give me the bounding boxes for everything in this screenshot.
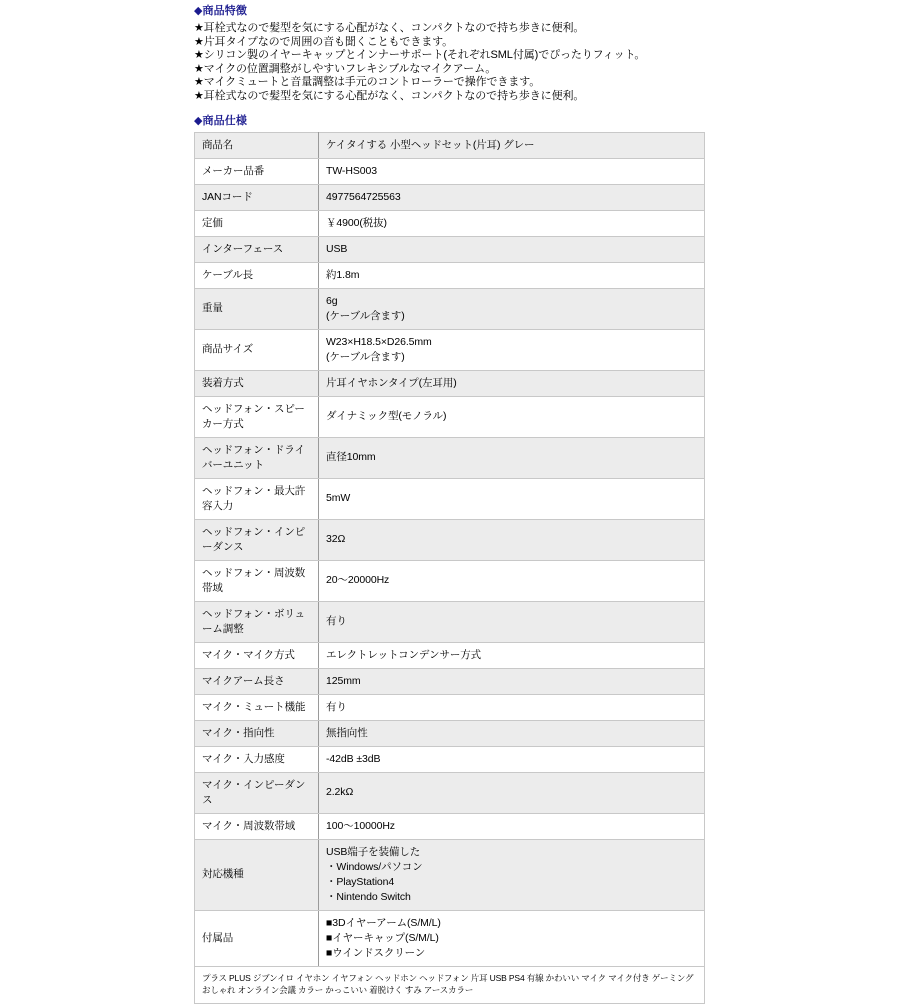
- spec-value-line: ・Nintendo Switch: [326, 890, 411, 903]
- spec-value-line: ■ウインドスクリーン: [326, 946, 426, 959]
- spec-section-heading: ◆商品仕様: [194, 114, 247, 127]
- spec-value-line: ケイタイする 小型ヘッドセット(片耳) グレー: [326, 138, 535, 151]
- spec-label-cell: ヘッドフォン・インピーダンス: [195, 519, 319, 560]
- feature-item: [194, 36, 706, 50]
- feature-item-text: マイクの位置調整がしやすいフレキシブルなマイクアーム。: [203, 62, 497, 75]
- table-row: [195, 668, 705, 694]
- features-section-heading: ◆商品特徴: [194, 5, 247, 17]
- star-icon: ★: [194, 22, 204, 34]
- table-row: [195, 560, 705, 601]
- spec-value-line: ・PlayStation4: [326, 875, 395, 888]
- spec-value-cell: [319, 329, 705, 370]
- table-row: [195, 132, 705, 158]
- spec-value-line: 約1.8m: [326, 268, 360, 281]
- spec-label-cell: 商品名: [195, 132, 319, 158]
- spec-value-line: ■イヤーキャップ(S/M/L): [326, 931, 439, 944]
- spec-value-cell: [319, 694, 705, 720]
- spec-label-cell: ヘッドフォン・ボリューム調整: [195, 601, 319, 642]
- star-icon: ★: [194, 89, 204, 102]
- feature-item-text: 片耳タイプなので周囲の音も聞くこともできます。: [203, 35, 454, 48]
- spec-value-line: 5mW: [326, 492, 351, 505]
- spec-label-cell: ヘッドフォン・スピーカー方式: [195, 396, 319, 437]
- spec-value-line: 有り: [326, 615, 347, 628]
- spec-label-cell: ケーブル長: [195, 262, 319, 288]
- spec-label-cell: メーカー品番: [195, 158, 319, 184]
- table-row: [195, 720, 705, 746]
- spec-label-cell: マイク・周波数帯域: [195, 813, 319, 839]
- spec-value-line: (ケーブル含ます): [326, 350, 405, 363]
- feature-item-text: シリコン製のイヤーキャップとインナーサポート(それぞれSML付属)でぴったりフィット。: [203, 49, 646, 62]
- spec-value-cell: [319, 519, 705, 560]
- spec-label-cell: ヘッドフォン・周波数帯域: [195, 560, 319, 601]
- spec-value-cell: [319, 210, 705, 236]
- feature-item: [194, 90, 706, 104]
- spec-value-cell: [319, 642, 705, 668]
- spec-value-cell: [319, 813, 705, 839]
- star-icon: ★: [194, 35, 204, 48]
- spec-value-cell: [319, 262, 705, 288]
- spec-value-line: 4977564725563: [326, 190, 401, 203]
- spec-label-cell: マイク・ミュート機能: [195, 694, 319, 720]
- spec-label-cell: マイクアーム長さ: [195, 668, 319, 694]
- features-list: [194, 22, 706, 104]
- spec-value-cell: [319, 746, 705, 772]
- spec-value-line: 100〜10000Hz: [326, 819, 395, 832]
- spec-value-line: 直径10mm: [326, 451, 376, 464]
- table-row: [195, 601, 705, 642]
- table-row: [195, 370, 705, 396]
- feature-item: [194, 63, 706, 77]
- spec-value-cell: [319, 478, 705, 519]
- spec-label-cell: 装着方式: [195, 370, 319, 396]
- star-icon: ★: [194, 49, 204, 62]
- spec-value-line: 6g: [326, 294, 338, 307]
- spec-label-cell: 付属品: [195, 910, 319, 966]
- spec-value-line: 有り: [326, 700, 347, 713]
- spec-label-cell: 定価: [195, 210, 319, 236]
- spec-value-cell: [319, 720, 705, 746]
- feature-item: [194, 49, 706, 63]
- table-row: [195, 813, 705, 839]
- table-row: [195, 519, 705, 560]
- spec-label-cell: マイク・マイク方式: [195, 642, 319, 668]
- spec-value-line: 片耳イヤホンタイプ(左耳用): [326, 376, 457, 389]
- table-row: [195, 329, 705, 370]
- star-icon: ★: [194, 62, 204, 75]
- table-row: [195, 262, 705, 288]
- table-row: [195, 772, 705, 813]
- table-row: [195, 396, 705, 437]
- spec-value-cell: [319, 288, 705, 329]
- table-row: [195, 839, 705, 910]
- spec-value-cell: [319, 158, 705, 184]
- spec-value-cell: [319, 370, 705, 396]
- spec-value-cell: [319, 236, 705, 262]
- spec-value-line: 無指向性: [326, 726, 368, 739]
- feature-item: [194, 76, 706, 90]
- spec-value-line: USB端子を装備した: [326, 845, 421, 858]
- table-row: [195, 694, 705, 720]
- keyword-text: プラス PLUS ジブンイロ イヤホン イヤフォン ヘッドホン ヘッドフォン 片耳 USB PS4 有線 かわいい マイク マイク付き ゲーミング おしゃれ オンライン会議 カラー かっこいい 着脱けく すみ アースカラー: [195, 966, 705, 1003]
- spec-value-line: W23×H18.5×D26.5mm: [326, 335, 432, 348]
- spec-label-cell: 商品サイズ: [195, 329, 319, 370]
- spec-label-cell: JANコード: [195, 184, 319, 210]
- spec-value-cell: [319, 132, 705, 158]
- spec-label-cell: インターフェース: [195, 236, 319, 262]
- table-row: [195, 478, 705, 519]
- spec-label-cell: マイク・指向性: [195, 720, 319, 746]
- spec-value-cell: [319, 184, 705, 210]
- spec-value-line: TW-HS003: [326, 164, 377, 177]
- content-column: [194, 4, 706, 1004]
- spec-label-cell: マイク・インピーダンス: [195, 772, 319, 813]
- spec-value-line: 2.2kΩ: [326, 786, 354, 799]
- spec-value-cell: [319, 601, 705, 642]
- spec-value-cell: [319, 560, 705, 601]
- spec-value-line: ダイナミック型(モノラル): [326, 410, 447, 423]
- spec-value-line: ■3Dイヤーアーム(S/M/L): [326, 916, 441, 929]
- feature-item-text: マイクミュートと音量調整は手元のコントローラーで操作できます。: [203, 76, 541, 89]
- spec-value-cell: [319, 839, 705, 910]
- feature-item-text: 耳栓式なので髪型を気にする心配がなく、コンパクトなので持ち歩きに便利。: [203, 22, 585, 34]
- spec-value-line: -42dB ±3dB: [326, 752, 381, 765]
- spec-label-cell: 対応機種: [195, 839, 319, 910]
- feature-item: [194, 22, 706, 36]
- spec-value-line: ￥4900(税抜): [326, 216, 387, 229]
- spec-value-line: エレクトレットコンデンサー方式: [326, 648, 482, 661]
- table-row: [195, 746, 705, 772]
- keyword-row: [195, 966, 705, 1003]
- specification-table: [194, 132, 705, 1004]
- spec-label-cell: ヘッドフォン・最大許容入力: [195, 478, 319, 519]
- table-row: [195, 184, 705, 210]
- spec-value-cell: [319, 668, 705, 694]
- table-row: [195, 288, 705, 329]
- spec-value-cell: [319, 437, 705, 478]
- table-row: [195, 210, 705, 236]
- spec-value-line: ・Windows/パソコン: [326, 860, 423, 873]
- spec-value-cell: [319, 396, 705, 437]
- spec-value-cell: [319, 772, 705, 813]
- table-row: [195, 236, 705, 262]
- spec-value-line: 32Ω: [326, 533, 346, 546]
- feature-item-text: 耳栓式なので髪型を気にする心配がなく、コンパクトなので持ち歩きに便利。: [203, 89, 585, 102]
- table-row: [195, 158, 705, 184]
- spec-value-cell: [319, 910, 705, 966]
- spec-value-line: USB: [326, 242, 348, 255]
- spec-value-line: (ケーブル含ます): [326, 309, 405, 322]
- spec-value-line: 20〜20000Hz: [326, 574, 390, 587]
- star-icon: ★: [194, 76, 204, 89]
- spec-label-cell: マイク・入力感度: [195, 746, 319, 772]
- spec-label-cell: ヘッドフォン・ドライバーユニット: [195, 437, 319, 478]
- table-row: [195, 642, 705, 668]
- table-row: [195, 910, 705, 966]
- table-row: [195, 437, 705, 478]
- spec-label-cell: 重量: [195, 288, 319, 329]
- spec-value-line: 125mm: [326, 674, 361, 687]
